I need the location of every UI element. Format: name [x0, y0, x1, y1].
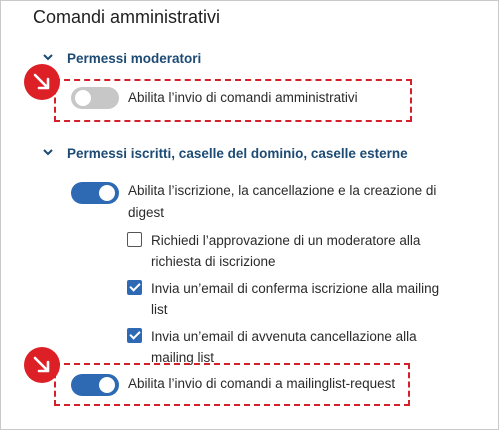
- toggle-knob: [75, 90, 91, 106]
- arrow-down-right-icon: [31, 71, 53, 93]
- section-moderators-header[interactable]: [43, 51, 201, 66]
- section-subscribers-title: Permessi iscritti, caselle del dominio, caselle esterne: [67, 146, 408, 161]
- checkbox-cancel-label-line2: mailing list: [151, 350, 215, 365]
- checkbox-approval-label-line2: richiesta di iscrizione: [151, 254, 276, 269]
- checkbox-confirm-subscription[interactable]: [127, 280, 142, 295]
- toggle-knob: [99, 377, 115, 393]
- callout-badge-request: [24, 347, 60, 383]
- chevron-down-icon: [43, 53, 57, 64]
- toggle-subscription-label-line1: Abilita l’iscrizione, la cancellazione e la creazione di: [128, 183, 437, 198]
- checkbox-confirm-label-line2: list: [151, 302, 168, 317]
- toggle-request-commands-label: Abilita l’invio di comandi a mailinglist-request: [128, 376, 396, 391]
- toggle-request-commands[interactable]: [71, 374, 119, 396]
- toggle-subscription[interactable]: [71, 182, 119, 204]
- toggle-admin-commands-label: Abilita l’invio di comandi amministrativi: [128, 90, 358, 105]
- section-moderators-title: Permessi moderatori: [67, 51, 202, 66]
- chevron-down-icon: [43, 148, 57, 159]
- checkbox-confirm-cancellation[interactable]: [127, 328, 142, 343]
- checkbox-cancel-label-line1: Invia un’email di avvenuta cancellazione alla: [151, 329, 417, 344]
- page-title: Comandi amministrativi: [33, 7, 221, 27]
- checkbox-confirm-label-line1: Invia un’email di conferma iscrizione alla mailing: [151, 281, 440, 296]
- toggle-admin-commands[interactable]: [71, 87, 119, 109]
- section-subscribers-header[interactable]: [43, 146, 408, 161]
- arrow-down-right-icon: [31, 354, 53, 376]
- toggle-subscription-label-line2: digest: [128, 205, 165, 220]
- checkbox-approval[interactable]: [127, 232, 142, 247]
- checkbox-approval-label-line1: Richiedi l’approvazione di un moderatore alla: [151, 233, 421, 248]
- toggle-knob: [99, 185, 115, 201]
- callout-badge-moderators: [24, 64, 60, 100]
